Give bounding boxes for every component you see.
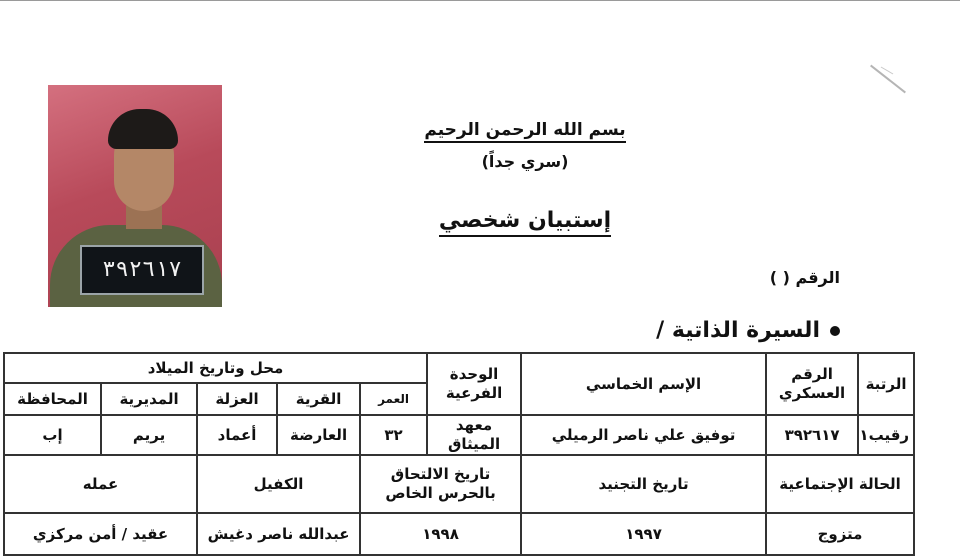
table-row xyxy=(4,415,914,455)
cell-district: يريم xyxy=(101,415,197,455)
header-village: القرية xyxy=(277,383,360,415)
cell-marital-status: متزوج xyxy=(766,513,914,555)
cell-guard-join-date: ١٩٩٨ xyxy=(360,513,521,555)
header-district: المديرية xyxy=(101,383,197,415)
cell-sub-unit: معهد الميثاق xyxy=(427,415,521,455)
cell-age: ٣٢ xyxy=(360,415,427,455)
personal-info-table xyxy=(3,352,915,556)
top-border-line xyxy=(0,0,960,1)
plate-number: ٣٩٢٦١٧ xyxy=(102,257,182,282)
cell-guarantor: عبدالله ناصر دغيش xyxy=(197,513,360,555)
cell-governorate: إب xyxy=(4,415,101,455)
bullet-icon xyxy=(830,326,840,336)
header-birth-place-date: محل وتاريخ الميلاد xyxy=(4,353,427,383)
basmala-heading: بسم الله الرحمن الرحيم xyxy=(380,120,670,140)
header-guard-join-date: تاريخ الالتحاق بالحرس الخاص xyxy=(360,455,521,513)
header-rank: الرتبة xyxy=(858,353,914,415)
header-full-name: الإسم الخماسي xyxy=(521,353,766,415)
cell-guarantor-job: عقيد / أمن مركزي xyxy=(4,513,197,555)
cell-uzla: أعماد xyxy=(197,415,277,455)
header-enlistment-date: تاريخ التجنيد xyxy=(521,455,766,513)
section-title: السيرة الذاتية / xyxy=(560,318,840,343)
form-title: إستبيان شخصي xyxy=(360,208,690,233)
classification-label: (سري جداً) xyxy=(481,152,569,171)
header-age: العمر xyxy=(360,383,427,415)
cell-village: العارضة xyxy=(277,415,360,455)
cell-full-name: توفيق علي ناصر الرميلي xyxy=(521,415,766,455)
header-marital-status: الحالة الإجتماعية xyxy=(766,455,914,513)
cell-military-number: ٣٩٢٦١٧ xyxy=(766,415,858,455)
header-guarantor: الكفيل xyxy=(197,455,360,513)
header-guarantor-job: عمله xyxy=(4,455,197,513)
header-military-number: الرقم العسكري xyxy=(766,353,858,415)
id-photo xyxy=(48,85,222,307)
reference-number-field: الرقم ( ) xyxy=(769,268,840,287)
cell-rank: رقيب١ xyxy=(858,415,914,455)
id-number-plate xyxy=(80,245,204,295)
scan-mark xyxy=(870,65,906,94)
cell-enlistment-date: ١٩٩٧ xyxy=(521,513,766,555)
header-uzla: العزلة xyxy=(197,383,277,415)
header-sub-unit: الوحدة الفرعية xyxy=(427,353,521,415)
table-row xyxy=(4,513,914,555)
header-governorate: المحافظة xyxy=(4,383,101,415)
